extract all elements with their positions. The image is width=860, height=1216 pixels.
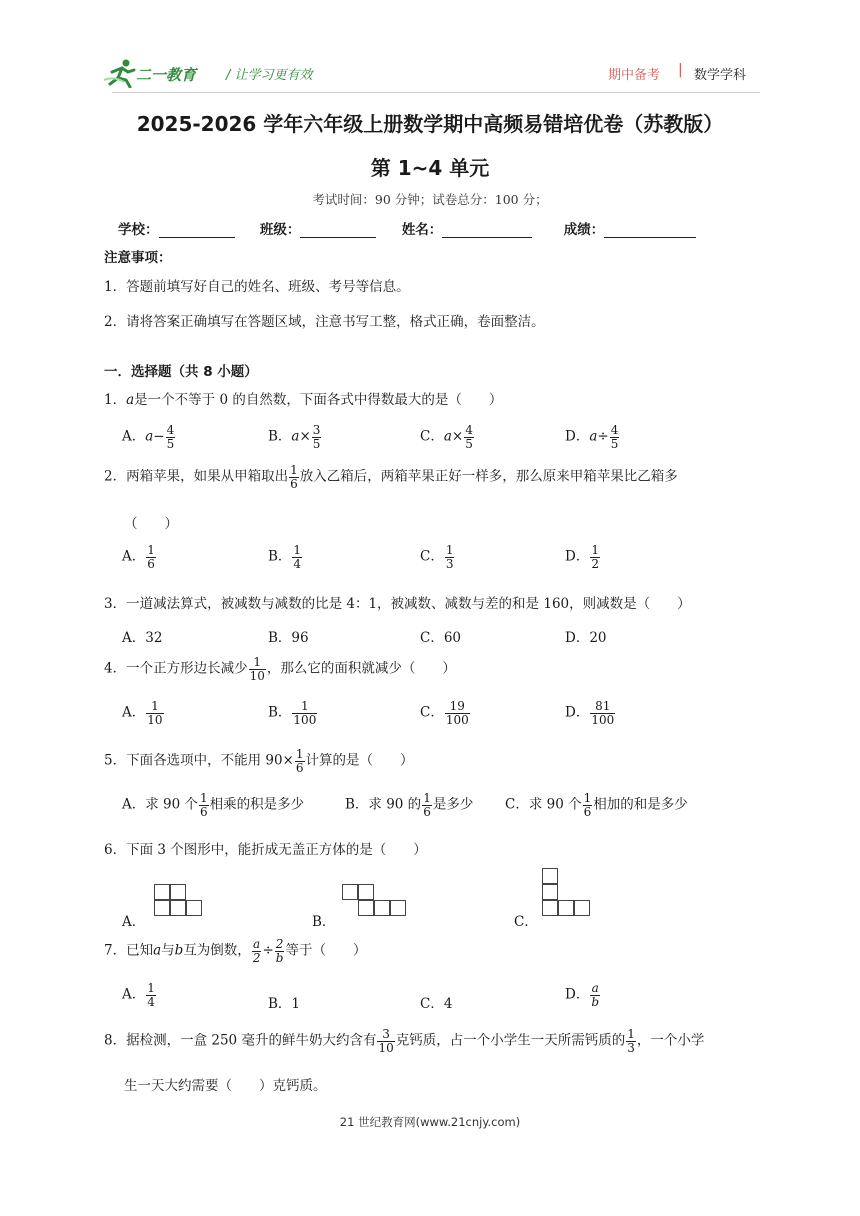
- q3-option-b[interactable]: B．96: [268, 630, 309, 646]
- question-6: 6．下面 3 个图形中，能折成无盖正方体的是（ ）: [104, 842, 427, 858]
- question-2: 2．两箱苹果，如果从甲箱取出 $\frac{1}{6}$ 放入乙箱后，两箱苹果正好一样多，那么原来甲箱苹果比乙箱多: [104, 463, 678, 491]
- q6-net-c-figure: [542, 868, 592, 918]
- q6-option-c-label[interactable]: C．: [514, 914, 538, 930]
- question-1: 1．a是一个不等于 0 的自然数，下面各式中得数最大的是（ ）: [104, 392, 503, 408]
- q4-option-b[interactable]: B． $\frac{1}{100}$: [268, 699, 317, 727]
- q5-option-c[interactable]: C．求 90 个 $\frac{1}{6}$ 相加的和是多少: [505, 791, 688, 819]
- question-2-line2: （ ）: [124, 516, 178, 532]
- notice-heading: 注意事项：: [104, 250, 172, 266]
- question-5: 5．下面各选项中，不能用 90× $\frac{1}{6}$ 计算的是（ ）: [104, 747, 414, 775]
- q7-option-c[interactable]: C．4: [420, 996, 453, 1012]
- notice-item: 1．答题前填写好自己的姓名、班级、考号等信息。: [104, 279, 410, 295]
- q2-option-d[interactable]: D． $\frac{1}{2}$: [565, 543, 599, 571]
- footer: 21 世纪教育网(www.21cnjy.com): [339, 1115, 521, 1129]
- q5-option-a[interactable]: A．求 90 个 $\frac{1}{6}$ 相乘的积是多少: [122, 791, 305, 819]
- class-label: 班级：: [259, 222, 301, 238]
- logo-text: 二一教育: [136, 66, 197, 84]
- q4-option-d[interactable]: D． $\frac{81}{100}$: [565, 699, 615, 727]
- q6-net-a-figure: [154, 884, 204, 918]
- q1-option-a[interactable]: A．a− $\frac{4}{5}$: [122, 423, 175, 451]
- q3-option-a[interactable]: A．32: [122, 630, 163, 646]
- q5-option-b[interactable]: B．求 90 的 $\frac{1}{6}$ 是多少: [345, 791, 474, 819]
- exam-info: 考试时间：90 分钟；试卷总分：100 分；: [312, 192, 548, 207]
- q1-option-b[interactable]: B．a× $\frac{3}{5}$: [268, 423, 321, 451]
- question-8: 8．据检测，一盒 250 毫升的鲜牛奶大约含有 $\frac{3}{10}$ 克钙质，占一个小学生一天所需钙质的 $\frac{1}{3}$ ，一个小学: [104, 1027, 705, 1055]
- notice-item: 2．请将答案正确填写在答题区域，注意书写工整，格式正确，卷面整洁。: [104, 314, 545, 330]
- question-8-line2: 生一天大约需要（ ）克钙质。: [124, 1078, 327, 1094]
- school-label: 学校：: [118, 222, 159, 238]
- logo: [104, 58, 212, 88]
- q1-option-c[interactable]: C．a× $\frac{4}{5}$: [420, 423, 473, 451]
- q4-option-a[interactable]: A． $\frac{1}{10}$: [122, 699, 163, 727]
- name-blank[interactable]: [442, 223, 532, 238]
- q6-option-a-label[interactable]: A．: [122, 914, 146, 930]
- score-label: 成绩：: [563, 222, 605, 238]
- slogan: / 让学习更有效: [226, 68, 313, 83]
- q7-option-b[interactable]: B．1: [268, 996, 301, 1012]
- header-tag-left: 期中备考: [608, 68, 661, 83]
- header-tag-separator: |: [678, 62, 683, 78]
- q2-option-a[interactable]: A． $\frac{1}{6}$: [122, 543, 155, 571]
- school-blank[interactable]: [159, 223, 235, 238]
- runner-logo-icon: [104, 58, 138, 88]
- q3-option-c[interactable]: C．60: [420, 630, 462, 646]
- q3-option-d[interactable]: D．20: [565, 630, 607, 646]
- q6-net-b-figure: [342, 884, 408, 918]
- q2-option-c[interactable]: C． $\frac{1}{3}$: [420, 543, 454, 571]
- question-3: 3．一道减法算式，被减数与减数的比是 4：1，被减数、减数与差的和是 160，则减数是（ ）: [104, 596, 691, 612]
- header-divider: [112, 92, 760, 93]
- page-subtitle: 第 1~4 单元: [370, 156, 490, 180]
- question-7: 7．已知a与b互为倒数， $\frac{a}{2}$ ÷ $\frac{2}{b}$ 等于（ ）: [104, 937, 367, 965]
- q7-option-d[interactable]: D． $\frac{a}{b}$: [565, 981, 600, 1009]
- name-label: 姓名：: [401, 222, 443, 238]
- class-blank[interactable]: [300, 223, 376, 238]
- header-tag-right: 数学学科: [694, 68, 747, 83]
- q2-option-b[interactable]: B． $\frac{1}{4}$: [268, 543, 302, 571]
- score-blank[interactable]: [604, 223, 696, 238]
- info-fields: [118, 218, 696, 238]
- section-heading: 一．选择题（共 8 小题）: [104, 364, 258, 380]
- q1-option-d[interactable]: D．a÷ $\frac{4}{5}$: [565, 423, 619, 451]
- page-title: 2025-2026 学年六年级上册数学期中高频易错培优卷（苏教版）: [136, 112, 724, 136]
- question-4: 4．一个正方形边长减少 $\frac{1}{10}$ ，那么它的面积就减少（ ）: [104, 655, 456, 683]
- q7-option-a[interactable]: A． $\frac{1}{4}$: [122, 981, 155, 1009]
- q6-option-b-label[interactable]: B．: [312, 914, 336, 930]
- q4-option-c[interactable]: C． $\frac{19}{100}$: [420, 699, 469, 727]
